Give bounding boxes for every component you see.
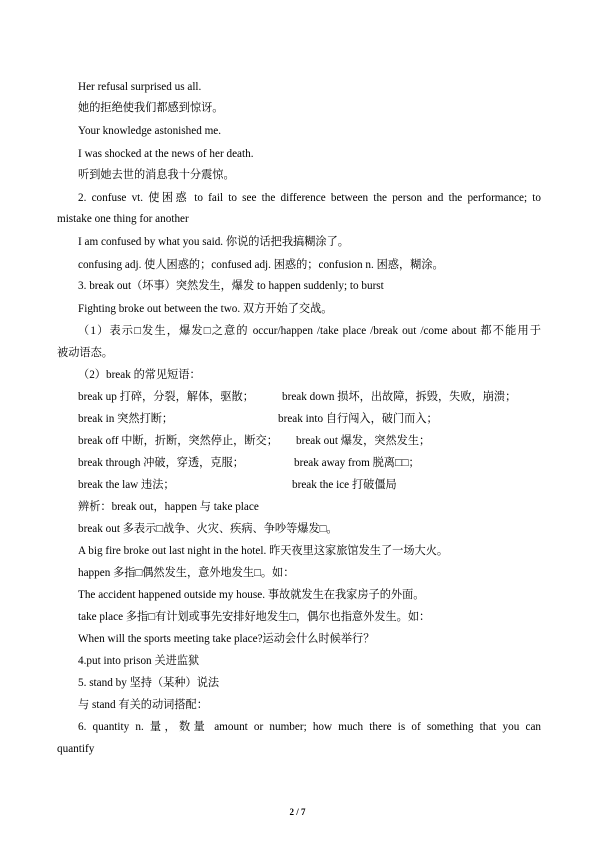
text-line: 6. quantity n. 量，数量 amount or number; how much there is of something that you can xyxy=(78,721,541,733)
phrase-right: break into 自行闯入，破门而入； xyxy=(278,413,438,425)
phrase-right: break down 损坏，出故障，拆毁，失败，崩溃； xyxy=(282,391,517,403)
text-line: mistake one thing for another xyxy=(57,213,189,225)
text-line: I am confused by what you said. 你说的话把我搞糊涂了。 xyxy=(78,236,349,248)
text-line: The accident happened outside my house. 事故就发生在我家房子的外面。 xyxy=(78,589,425,601)
text-line: A big fire broke out last night in the hotel. 昨天夜里这家旅馆发生了一场大火。 xyxy=(78,545,449,557)
text-line: happen 多指□偶然发生，意外地发生□。如： xyxy=(78,567,295,579)
text-line: confusing adj. 使人困惑的；confused adj. 困惑的；confusion n. 困惑，糊涂。 xyxy=(78,259,444,271)
text-line: 听到她去世的消息我十分震惊。 xyxy=(78,169,235,181)
text-line: Your knowledge astonished me. xyxy=(78,125,222,137)
text-line: 3. break out（坏事）突然发生，爆发 to happen suddenly; to burst xyxy=(78,280,384,292)
text-line: 2. confuse vt. 使困惑 to fail to see the difference between the person and the performance; to xyxy=(78,192,541,204)
text-line: （2）break 的常见短语： xyxy=(78,369,201,381)
phrase-left: break in 突然打断； xyxy=(78,413,174,425)
phrase-right: break the ice 打破僵局 xyxy=(292,479,397,491)
text-line: 与 stand 有关的动词搭配： xyxy=(78,699,208,711)
text-line: When will the sports meeting take place?运动会什么时候举行？ xyxy=(78,633,375,645)
text-line: 她的拒绝使我们都感到惊讶。 xyxy=(78,102,224,114)
text-line: take place 多指□有计划或事先安排好地发生□，偶尔也指意外发生。如： xyxy=(78,611,431,623)
phrase-right: break out 爆发，突然发生； xyxy=(296,435,431,447)
text-line: 被动语态。 xyxy=(57,347,113,359)
text-line: Fighting broke out between the two. 双方开始了交战。 xyxy=(78,303,333,315)
phrase-left: break off 中断，折断，突然停止，断交； xyxy=(78,435,278,447)
text-line: break out 多表示□战争、火灾、疾病、争吵等爆发□。 xyxy=(78,523,338,535)
text-line: 5. stand by 坚持（某种）说法 xyxy=(78,677,220,689)
phrase-right: break away from 脱离□□； xyxy=(294,457,420,469)
page-number: 2 / 7 xyxy=(289,807,306,817)
text-line: quantify xyxy=(57,743,95,755)
text-line: Her refusal surprised us all. xyxy=(78,81,202,93)
text-line: （1）表示□发生，爆发□之意的 occur/happen /take place /break out /come about 都不能用于 xyxy=(78,325,541,337)
text-line: 4.put into prison 关进监狱 xyxy=(78,655,200,667)
phrase-left: break the law 违法； xyxy=(78,479,175,491)
phrase-left: break through 冲破，穿透，克服； xyxy=(78,457,244,469)
text-line: I was shocked at the news of her death. xyxy=(78,148,254,160)
phrase-left: break up 打碎，分裂，解体，驱散； xyxy=(78,391,254,403)
text-line: 辨析：break out，happen 与 take place xyxy=(78,501,259,513)
